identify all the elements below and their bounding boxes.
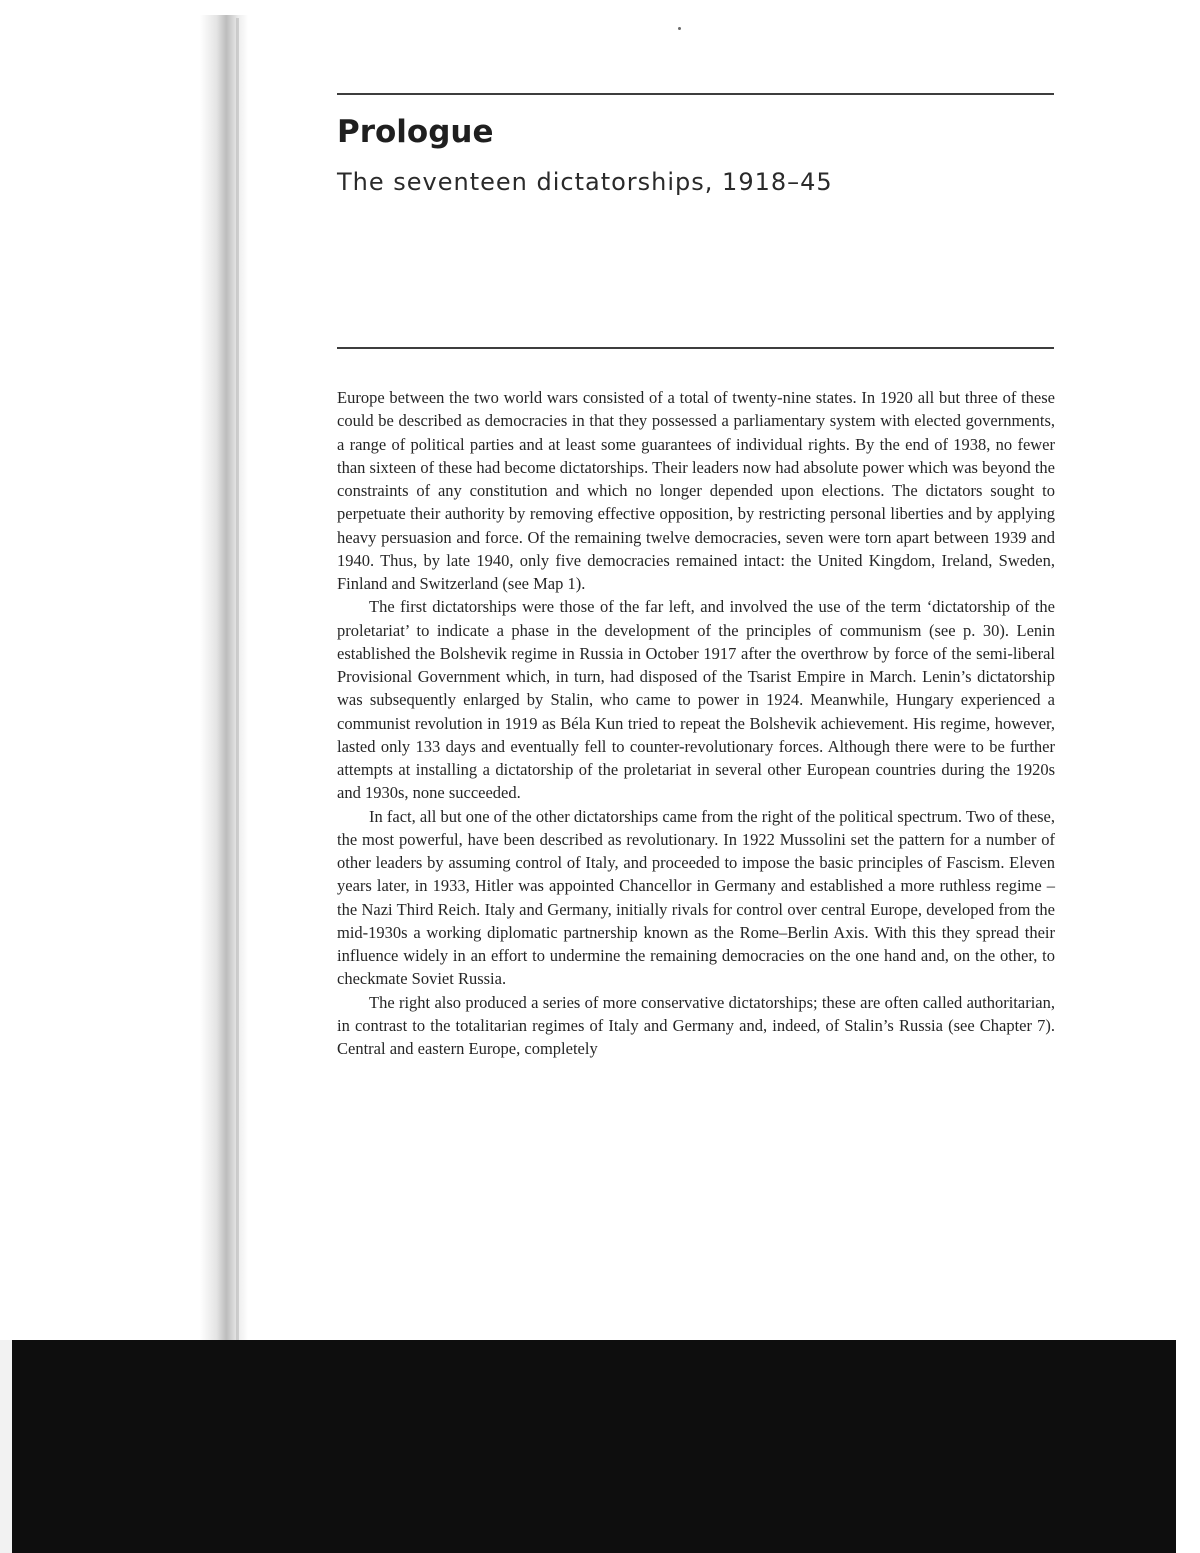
paragraph: In fact, all but one of the other dictatorships came from the right of the political spectrum. Two of these, the most powerful, have been described as revolutionary. In 1922 Mussolini set the pattern for a number of other leaders by assuming control of Italy, and proceeded to impose the basic principles of Fascism. Eleven years later, in 1933, Hitler was appointed Chancellor in Germany and established a more ruthless regime – the Nazi Third Reich. Italy and Germany, initially rivals for control over central Europe, developed from the mid-1930s a working diplomatic partnership known as the Rome–Berlin Axis. With this they spread their influence widely in an effort to undermine the remaining democracies on the one hand and, on the other, to checkmate Soviet Russia. <box>337 806 1055 989</box>
paragraph: The right also produced a series of more conservative dictatorships; these are often called authoritarian, in contrast to the totalitarian regimes of Italy and Germany and, indeed, of Stalin’s Russia (see Chapter 7). Central and eastern Europe, completely <box>337 992 1055 1058</box>
section-divider <box>337 347 1054 349</box>
scan-speck <box>678 27 681 30</box>
paragraph: Europe between the two world wars consisted of a total of twenty-nine states. In 1920 all but three of these could be described as democracies in that they possessed a parliamentary system with elected governments, a range of political parties and at least some guarantees of individual rights. By the end of 1938, no fewer than sixteen of these had become dictatorships. Their leaders now had absolute power which was beyond the constraints of any constitution and which no longer depended upon elections. The dictators sought to perpetuate their authority by removing effective opposition, by restricting personal liberties and by applying heavy persuasion and force. Of the remaining twelve democracies, seven were torn apart between 1939 and 1940. Thus, by late 1940, only five democracies remained intact: the United Kingdom, Ireland, Sweden, Finland and Switzerland (see Map 1). <box>337 388 1055 593</box>
paragraph: The first dictatorships were those of the far left, and involved the use of the term ‘dictatorship of the proletariat’ to indicate a phase in the development of the principles of communism (see p. 30). Lenin established the Bolshevik regime in Russia in October 1917 after the overthrow by force of the semi-liberal Provisional Government which, in turn, had disposed of the Tsarist Empire in March. Lenin’s dictatorship was subsequently enlarged by Stalin, who came to power in 1924. Meanwhile, Hungary experienced a communist revolution in 1919 as Béla Kun tried to repeat the Bolshevik achievement. His regime, however, lasted only 133 days and eventually fell to counter-revolutionary forces. Although there were to be further attempts at installing a dictatorship of the proletariat in several other European countries during the 1920s and 1930s, none succeeded. <box>337 597 1055 803</box>
scanner-background <box>12 1340 1176 1553</box>
book-spine-line <box>236 18 239 1343</box>
body-text <box>337 386 1055 1060</box>
book-gutter-shadow <box>200 15 248 1345</box>
page-edge <box>0 1340 12 1553</box>
chapter-title: Prologue <box>337 114 494 150</box>
chapter-subtitle: The seventeen dictatorships, 1918–45 <box>337 168 833 196</box>
top-divider <box>337 93 1054 95</box>
